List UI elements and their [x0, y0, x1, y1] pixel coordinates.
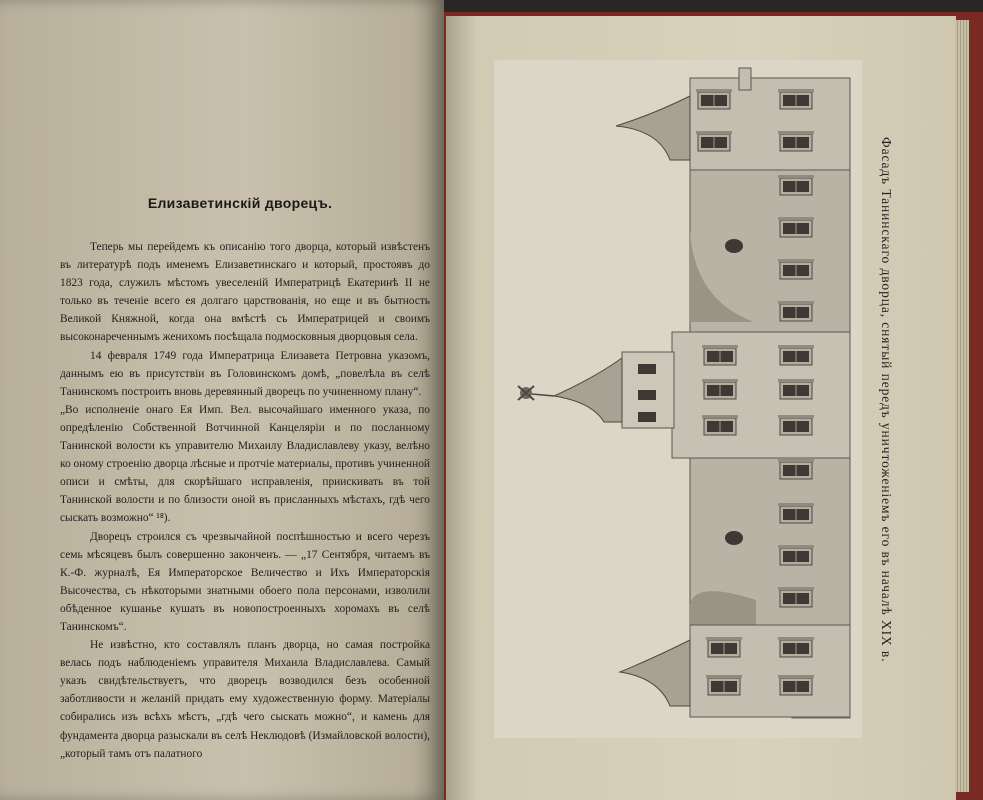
paragraph-4: Дворецъ строился съ чрезвычайной поспѣшностью и всего черезъ семь мѣсяцевъ былъ совершенно законченъ. — „17 Сентября, читаемъ въ К.-Ф. журналѣ, Ея Императорское Величество и Ихъ Императорскія Высочества, съ нѣкоторыми знатными обоего пола персонами, изволили обѣденное кушанье кушать въ новопостроенныхъ хоромахъ въ селѣ Танинскомъ“. — [60, 530, 430, 633]
chapter-title: Елизаветинскій дворецъ. — [147, 195, 333, 211]
paragraph-2: 14 февраля 1749 года Императрица Елизавета Петровна указомъ, даннымъ ею въ присутствіи въ Головинскомъ домѣ, „повелѣла въ селѣ Танинскомъ построить вновь деревянный дворецъ по учиненному плану“. — [60, 349, 430, 398]
paragraph-5: Не извѣстно, кто составлялъ планъ дворца, но самая постройка велась подъ наблюденіемъ управителя Михаила Владиславлева. Самый указъ свидѣтельствуетъ, что дворецъ возводился безъ особенной заботливости и желаній придать ему художественную форму. Матеріалы собирались изъ всѣхъ мѣстъ, „гдѣ чего сыскать можно“, и камень для фундамента дворца разыскали въ селѣ Неклюдовѣ (Измайловской волости), „который тамъ отъ палатного — [60, 639, 430, 760]
paragraph-1: Теперь мы перейдемъ къ описанію того дворца, который извѣстенъ въ литературѣ подъ именемъ Елизаветинскаго и который, простоявъ до 1823 года, служилъ мѣстомъ увеселеній Императрицѣ Екатеринѣ II не только въ теченіе всего ея долгаго царствованія, но еще и въ бытность Великой Княжной, когда она вмѣстѣ съ Императрицей и своимъ высоконареченнымъ женихомъ посѣщала подмосковныя дворцовыя села. — [60, 241, 430, 344]
facade-drawing — [494, 60, 862, 738]
plate-caption-text: Фасадъ Танинскаго дворца, снятый передъ уничтоженіемъ его въ началѣ XIX в. — [879, 137, 894, 663]
left-page — [0, 0, 444, 800]
plate-caption — [871, 60, 901, 740]
body-text — [60, 238, 430, 763]
paragraph-3: „Во исполненіе онаго Ея Имп. Вел. высочайшаго именного указа, по опредѣленію Собственной Вотчинной Канцеляріи и по посланному Танинской волости къ управителю Михаилу Владиславлеву указу, велѣно ко оному строенію дворца лѣсные и протчіе материалы, противъ учиненной описи и смѣты, для скорѣйшаго исправленія, приискивать въ той Танинской волости и по близости оной въ присланныхъ мѣстахъ, гдѣ чего сыскать возможно“ ¹⁸). — [60, 403, 430, 525]
page-edges — [955, 20, 969, 792]
palace-facade-illustration — [494, 60, 862, 738]
